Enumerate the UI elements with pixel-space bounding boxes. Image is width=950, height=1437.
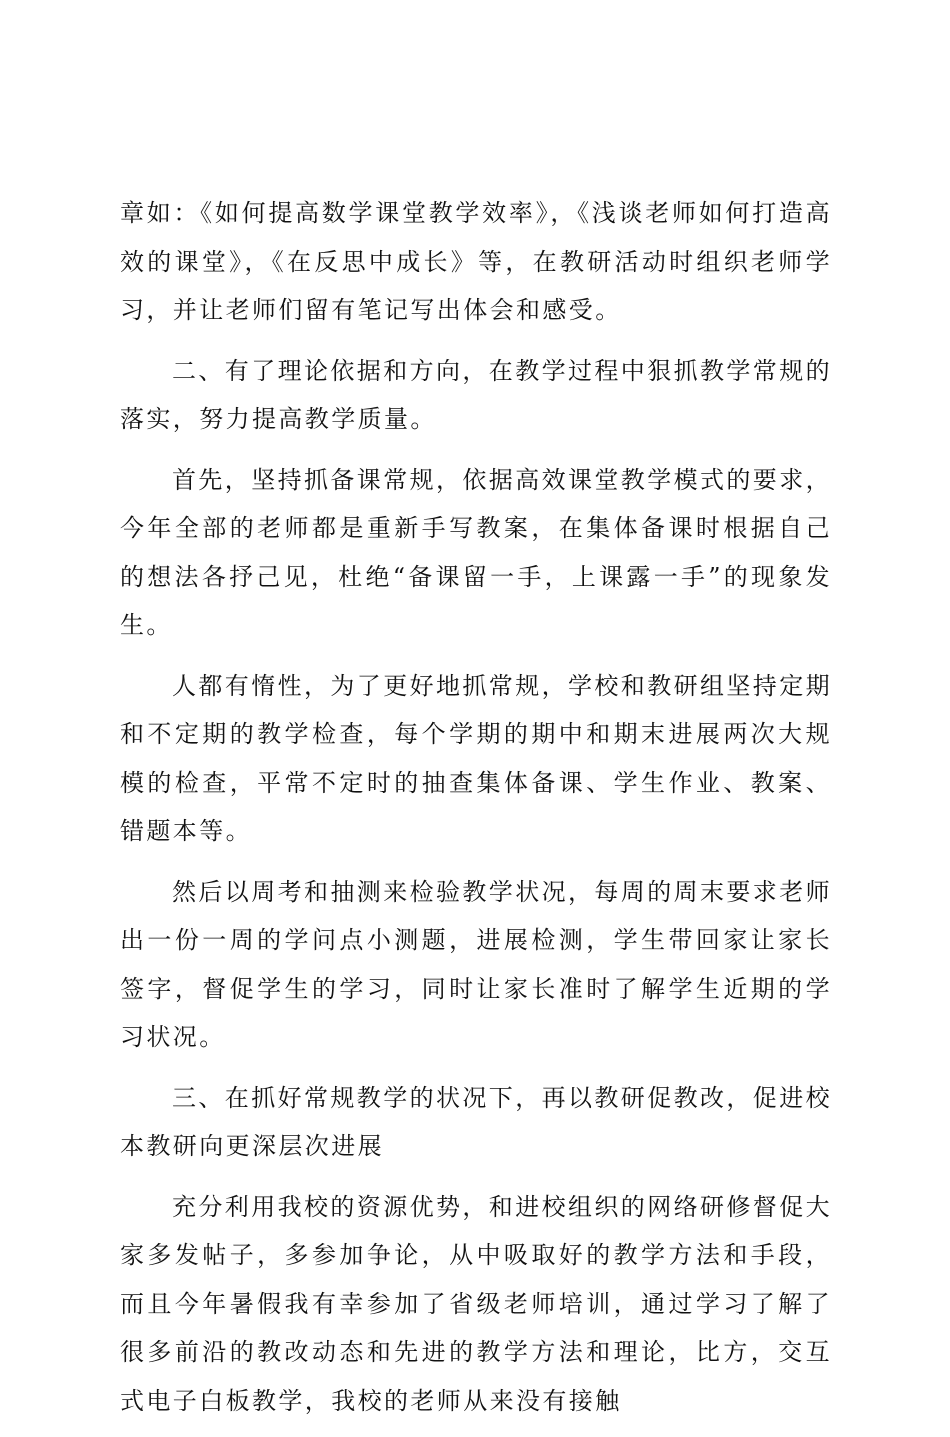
paragraph-2: 二、有了理论依据和方向，在教学过程中狠抓教学常规的落实，努力提高教学质量。 [120, 356, 832, 433]
paragraph-6: 三、在抓好常规教学的状况下，再以教研促教改，促进校本教研向更深层次进展 [120, 1083, 832, 1160]
paragraph-5: 然后以周考和抽测来检验教学状况，每周的周末要求老师出一份一周的学问点小测题，进展检测，学生带回家让家长签字，督促学生的学习，同时让家长准时了解学生近期的学习状况。 [120, 877, 832, 1051]
paragraph-4: 人都有惰性，为了更好地抓常规，学校和教研组坚持定期和不定期的教学检查，每个学期的期中和期末进展两次大规模的检查，平常不定时的抽查集体备课、学生作业、教案、错题本等。 [120, 671, 832, 845]
paragraph-7: 充分利用我校的资源优势，和进校组织的网络研修督促大家多发帖子，多参加争论，从中吸取好的教学方法和手段，而且今年暑假我有幸参加了省级老师培训，通过学习了解了很多前沿的教改动态和先进的教学方法和理论，比方，交互式电子白板教学，我校的老师从来没有接触 [120, 1192, 832, 1415]
body-text [120, 189, 832, 1437]
paragraph-3: 首先，坚持抓备课常规，依据高效课堂教学模式的要求，今年全部的老师都是重新手写教案，在集体备课时根据自己的想法各抒己见，杜绝“备课留一手，上课露一手”的现象发生。 [120, 465, 832, 639]
paragraph-1: 章如：《如何提高数学课堂教学效率》，《浅谈老师如何打造高效的课堂》，《在反思中成长》等，在教研活动时组织老师学习，并让老师们留有笔记写出体会和感受。 [120, 199, 832, 324]
